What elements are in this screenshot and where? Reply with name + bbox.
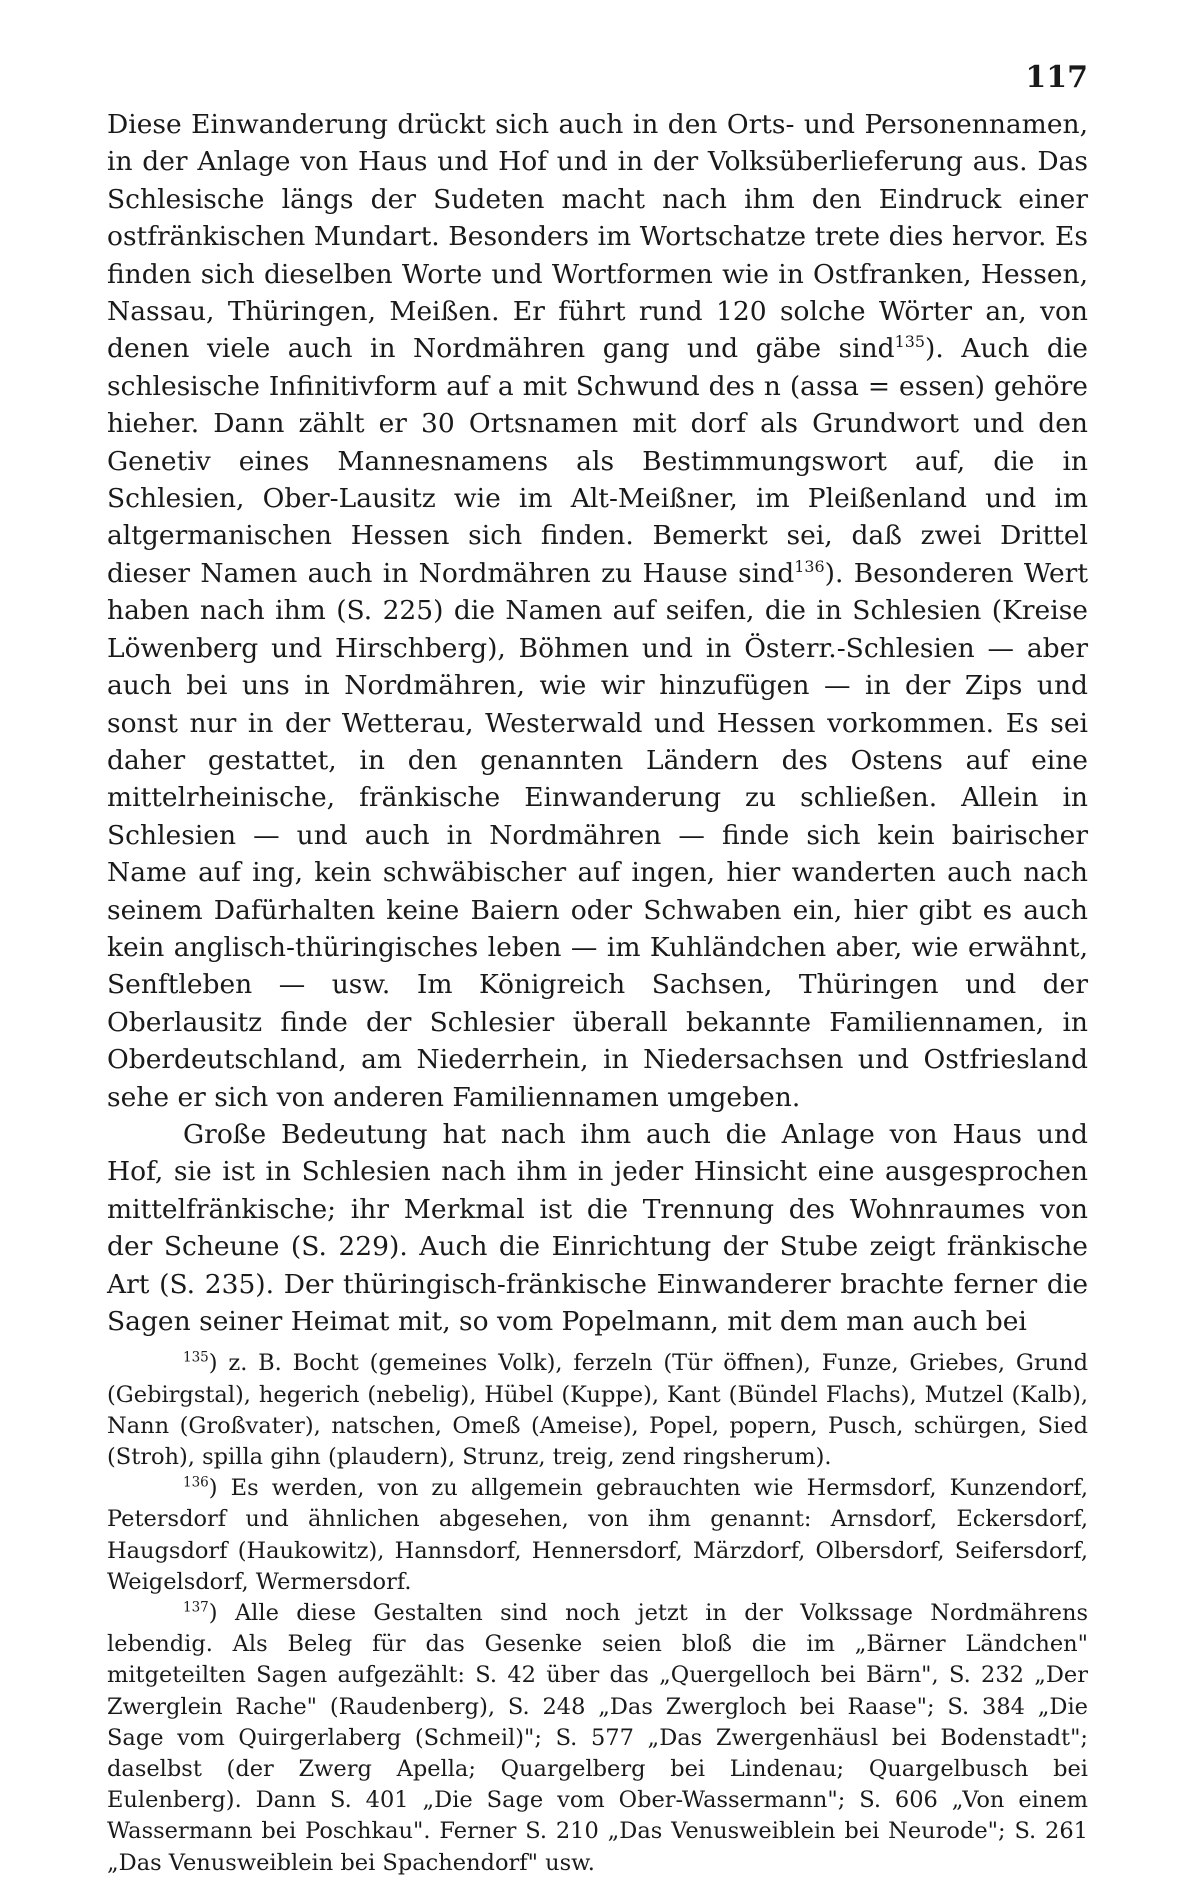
footnotes — [107, 1348, 1088, 1878]
footnote-135: $^{135}$) z. B. Bocht (gemeines Volk), ferzeln (Tür öffnen), Funze, Griebes, Grund (Gebirgstal), hegerich (nebelig), Hübel (Kuppe), Kant (Bündel Flachs), Mutzel (Kalb), Nann (Großvater), natschen, Omeß (Ameise), Popel, popern, Pusch, schürgen, Sied (Stroh), spilla gihn (plaudern), Strunz, treig, zend ringsherum). — [107, 1349, 1088, 1471]
footnote-136: $^{136}$) Es werden, von zu allgemein gebrauchten wie Hermsdorf, Kunzendorf, Petersdorf und ähnlichen abgesehen, von ihm genannt: Arnsdorf, Eckersdorf, Haugsdorf (Haukowitz), Hannsdorf, Hennersdorf, Märzdorf, Olbersdorf, Seifersdorf, Weigelsdorf, Wermersdorf. — [107, 1474, 1088, 1595]
main-text — [107, 106, 1088, 1340]
footnote-text: Es werden, von zu allgemein gebrauchten wie Hermsdorf, Kunzendorf, Petersdorf und ähnlichen abgesehen, von ihm genannt: Arnsdorf, Eckersdorf, Haugsdorf (Haukowitz), Hannsdorf, Hennersdorf, Märzdorf, Olbersdorf, Seifersdorf, Weigelsdorf, Wermersdorf. — [107, 1475, 1088, 1595]
footnote-ref-135: 135 — [894, 332, 925, 352]
paragraph-2 — [107, 1116, 1088, 1340]
footnote-ref-136: 136 — [794, 557, 825, 577]
footnote-number: 135 — [183, 1349, 209, 1366]
paragraph-1-text-2: ). Auch die schlesische Infinitivform auf a mit Schwund des n (assa = essen) gehöre hieher. Dann zählt er 30 Ortsnamen mit dorf als Grundwort und den Genetiv eines Mannesnamens als Bestimmungswort auf, die in Schlesien, Ober-Lausitz wie im Alt-Meißner, im Pleißenland und im altgermanischen Hessen sich finden. Bemerkt sei, daß zwei Drittel dieser Namen auch in Nordmähren zu Hause sind — [107, 333, 1088, 589]
footnote-137: $^{137}$) Alle diese Gestalten sind noch jetzt in der Volkssage Nordmährens lebendig. Als Beleg für das Gesenke seien bloß die im „Bärner Ländchen" mitgeteilten Sagen aufgezählt: S. 42 über das „Quergelloch bei Bärn", S. 232 „Der Zwerglein Rache" (Raudenberg), S. 248 „Das Zwergloch bei Raase"; S. 384 „Die Sage vom Quirgerlaberg (Schmeil)"; S. 577 „Das Zwergenhäusl bei Bodenstadt"; daselbst (der Zwerg Apella; Quargelberg bei Lindenau; Quargelbusch bei Eulenberg). Dann S. 401 „Die Sage vom Ober-Wassermann"; S. 606 „Von einem Wassermann bei Poschkau". Ferner S. 210 „Das Venusweiblein bei Neurode"; S. 261 „Das Venusweiblein bei Spachendorf" usw. — [107, 1599, 1088, 1876]
footnote-text: Alle diese Gestalten sind noch jetzt in der Volkssage Nordmährens lebendig. Als Beleg für das Gesenke seien bloß die im „Bärner Ländchen" mitgeteilten Sagen aufgezählt: S. 42 über das „Quergelloch bei Bärn", S. 232 „Der Zwerglein Rache" (Raudenberg), S. 248 „Das Zwergloch bei Raase"; S. 384 „Die Sage vom Quirgerlaberg (Schmeil)"; S. 577 „Das Zwergenhäusl bei Bodenstadt"; daselbst (der Zwerg Apella; Quargelberg bei Lindenau; Quargelbusch bei Eulenberg). Dann S. 401 „Die Sage vom Ober-Wassermann"; S. 606 „Von einem Wassermann bei Poschkau". Ferner S. 210 „Das Venusweiblein bei Neurode"; S. 261 „Das Venusweiblein bei Spachendorf" usw. — [107, 1600, 1088, 1876]
paragraph-1-text-3: ). Besonderen Wert haben nach ihm (S. 225) die Namen auf seifen, die in Schlesien (Kreise Löwenberg und Hirschberg), Böhmen und in Österr.-Schlesien — aber auch bei uns in Nordmähren, wie wir hinzufügen — in der Zips und sonst nur in der Wetterau, Westerwald und Hessen vorkommen. Es sei daher gestattet, in den genannten Ländern des Ostens auf eine mittelrheinische, fränkische Einwanderung zu schließen. Allein in Schlesien — und auch in Nordmähren — finde sich kein bairischer Name auf ing, kein schwäbischer auf ingen, hier wanderten auch nach seinem Dafürhalten keine Baiern oder Schwaben ein, hier gibt es auch kein anglisch-thüringisches leben — im Kuhländchen aber, wie erwähnt, Senftleben — usw. Im Königreich Sachsen, Thüringen und der Oberlausitz finde der Schlesier überall bekannte Familiennamen, in Oberdeutschland, am Niederrhein, in Niedersachsen und Ostfriesland sehe er sich von anderen Familiennamen umgeben. — [107, 557, 1089, 1113]
paragraph-1-text: Diese Einwanderung drückt sich auch in den Orts- und Personennamen, in der Anlage von Haus und Hof und in der Volksüberlieferung aus. Das Schlesische längs der Sudeten macht nach ihm den Eindruck einer ostfränkischen Mundart. Besonders im Wortschatze trete dies hervor. Es finden sich dieselben Worte und Wortformen wie in Ostfranken, Hessen, Nassau, Thüringen, Meißen. Er führt rund 120 solche Wörter an, von denen viele auch in Nordmähren gang und gäbe sind — [107, 109, 1088, 365]
footnote-number: 136 — [183, 1474, 209, 1491]
footnote-text: z. B. Bocht (gemeines Volk), ferzeln (Tür öffnen), Funze, Griebes, Grund (Gebirgstal), hegerich (nebelig), Hübel (Kuppe), Kant (Bündel Flachs), Mutzel (Kalb), Nann (Großvater), natschen, Omeß (Ameise), Popel, popern, Pusch, schürgen, Sied (Stroh), spilla gihn (plaudern), Strunz, treig, zend ringsherum). — [107, 1350, 1088, 1471]
footnote-number: 137 — [183, 1599, 209, 1616]
page-number: 117 — [1025, 60, 1088, 95]
paragraph-1 — [107, 106, 1088, 1116]
paragraph-2-text: Große Bedeutung hat nach ihm auch die Anlage von Haus und Hof, sie ist in Schlesien nach ihm in jeder Hinsicht eine ausgesprochen mittelfränkische; ihr Merkmal ist die Trennung des Wohnraumes von der Scheune (S. 229). Auch die Einrichtung der Stube zeigt fränkische Art (S. 235). Der thüringisch-fränkische Einwanderer brachte ferner die Sagen seiner Heimat mit, so vom Popelmann, mit dem man auch bei — [107, 1118, 1088, 1337]
